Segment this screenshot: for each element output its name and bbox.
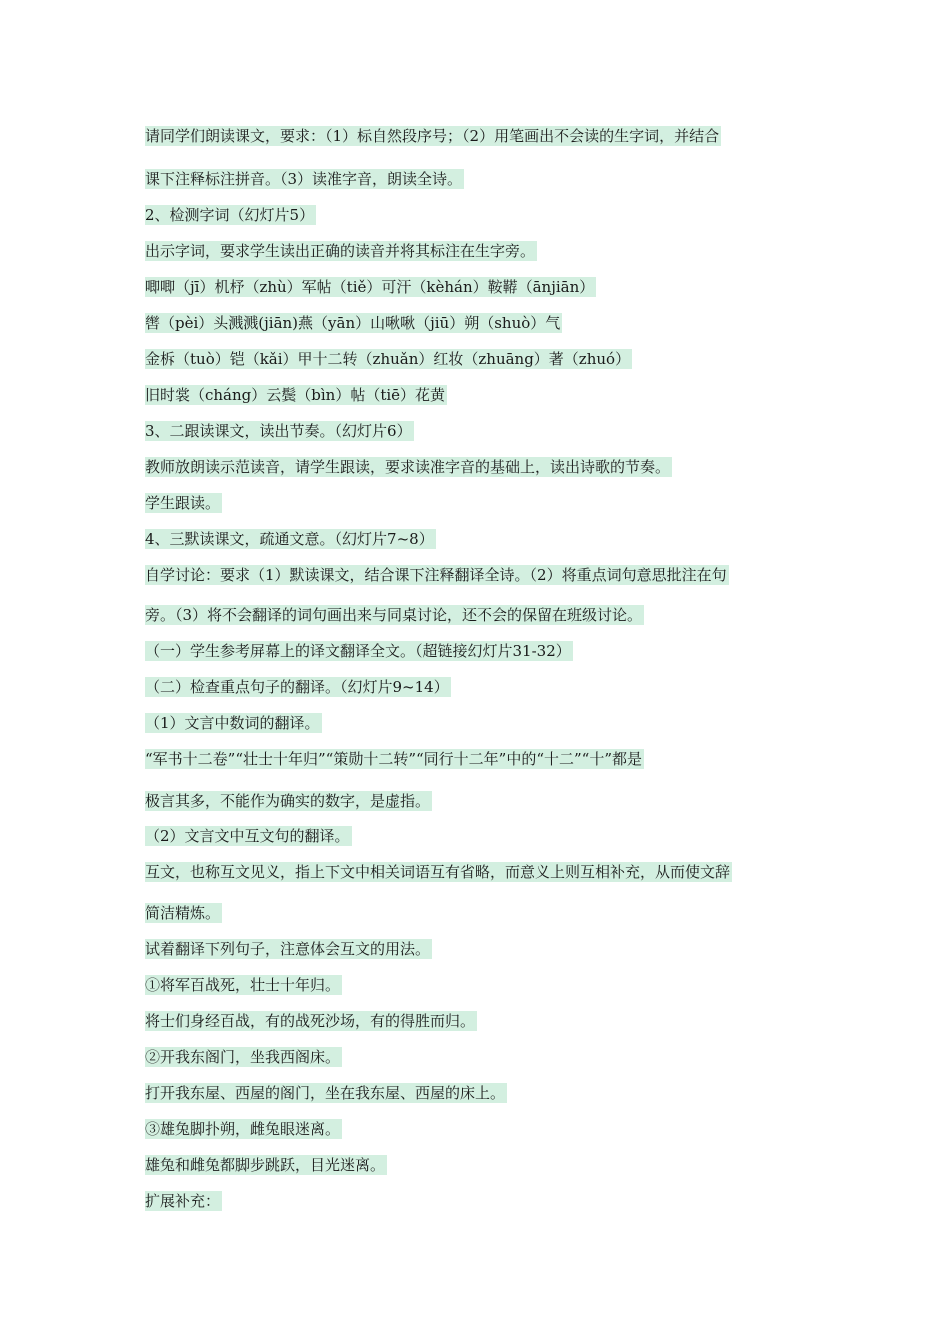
text-line: [145, 458, 672, 477]
text-line: [145, 1084, 507, 1103]
text-line: [145, 827, 352, 846]
text-line-content: 试着翻译下列句子，注意体会互文的用法。: [145, 940, 431, 958]
text-line: [145, 242, 537, 261]
text-line: [145, 1156, 387, 1175]
text-line-content: 课下注释标注拼音。（3）读准字音，朗读全诗。: [145, 170, 463, 188]
text-line: [145, 494, 222, 513]
text-line: [145, 206, 316, 225]
text-line-content: 将士们身经百战，有的战死沙场，有的得胜而归。: [145, 1012, 476, 1030]
text-line: [145, 566, 729, 585]
text-line-content: 出示字词，要求学生读出正确的读音并将其标注在生字旁。: [145, 242, 536, 260]
text-line-content: 雄兔和雌兔都脚步跳跃，目光迷离。: [145, 1156, 386, 1174]
text-line: [145, 422, 414, 441]
text-line-content: 2、检测字词（幻灯片5）: [145, 206, 315, 224]
text-line-content: 辔（pèi）头溅溅(jiān)燕（yān）山啾啾（jiū）朔（shuò）气: [145, 314, 561, 332]
text-line: [145, 530, 436, 549]
text-line: [145, 642, 573, 661]
text-line-content: 旁。（3）将不会翻译的词句画出来与同桌讨论，还不会的保留在班级讨论。: [145, 606, 643, 624]
text-line-content: “军书十二卷”“壮士十年归”“策勋十二转”“同行十二年”中的“十二”“十”都是: [145, 750, 643, 768]
text-line: [145, 386, 447, 405]
text-line-content: 教师放朗读示范读音，请学生跟读，要求读准字音的基础上，读出诗歌的节奏。: [145, 458, 671, 476]
text-line: [145, 750, 644, 769]
text-line: [145, 278, 596, 297]
text-line-content: 请同学们朗读课文，要求：（1）标自然段序号；（2）用笔画出不会读的生字词，并结合: [145, 127, 720, 145]
text-line-content: （2）文言文中互文句的翻译。: [145, 827, 350, 845]
text-line: [145, 170, 464, 189]
text-line: [145, 1192, 222, 1211]
text-line-content: 极言其多，不能作为确实的数字，是虚指。: [145, 792, 431, 810]
text-line-content: （一）学生参考屏幕上的译文翻译全文。（超链接幻灯片31-32）: [145, 642, 571, 660]
text-line: [145, 1048, 342, 1067]
text-line-content: 旧时裳（cháng）云鬓（bìn）帖（tiē）花黄: [145, 386, 446, 404]
text-line: [145, 127, 721, 146]
text-line-content: 唧唧（jī）机杼（zhù）军帖（tiě）可汗（kèhán）鞍鞯（ānjiān）: [145, 278, 595, 296]
text-line: [145, 1120, 342, 1139]
text-line: [145, 940, 432, 959]
text-line: [145, 792, 432, 811]
text-line-content: ②开我东阁门，坐我西阁床。: [145, 1048, 341, 1066]
text-line-content: 4、三默读课文，疏通文意。（幻灯片7~8）: [145, 530, 434, 548]
text-line: [145, 714, 322, 733]
text-line: [145, 904, 222, 923]
text-line-content: 简洁精炼。: [145, 904, 221, 922]
text-line: [145, 678, 451, 697]
text-line-content: 自学讨论：要求（1）默读课文，结合课下注释翻译全诗。（2）将重点词句意思批注在句: [145, 566, 727, 584]
text-line-content: 互文，也称互文见义，指上下文中相关词语互有省略，而意义上则互相补充，从而使文辞: [145, 863, 731, 881]
text-line-content: 扩展补充：: [145, 1192, 221, 1210]
text-line-content: ③雄兔脚扑朔，雌兔眼迷离。: [145, 1120, 341, 1138]
text-line-content: 3、二跟读课文，读出节奏。（幻灯片6）: [145, 422, 412, 440]
text-line-content: ①将军百战死，壮士十年归。: [145, 976, 341, 994]
text-line: [145, 976, 342, 995]
text-line-content: 金柝（tuò）铠（kǎi）甲十二转（zhuǎn）红妆（zhuāng）著（zhuó）: [145, 350, 631, 368]
text-line-content: （二）检查重点句子的翻译。（幻灯片9~14）: [145, 678, 449, 696]
text-line-content: （1）文言中数词的翻译。: [145, 714, 320, 732]
text-line: [145, 314, 562, 333]
text-line: [145, 863, 732, 882]
text-line: [145, 606, 644, 625]
text-line: [145, 1012, 477, 1031]
text-line: [145, 350, 632, 369]
text-line-content: 打开我东屋、西屋的阁门，坐在我东屋、西屋的床上。: [145, 1084, 506, 1102]
text-line-content: 学生跟读。: [145, 494, 221, 512]
